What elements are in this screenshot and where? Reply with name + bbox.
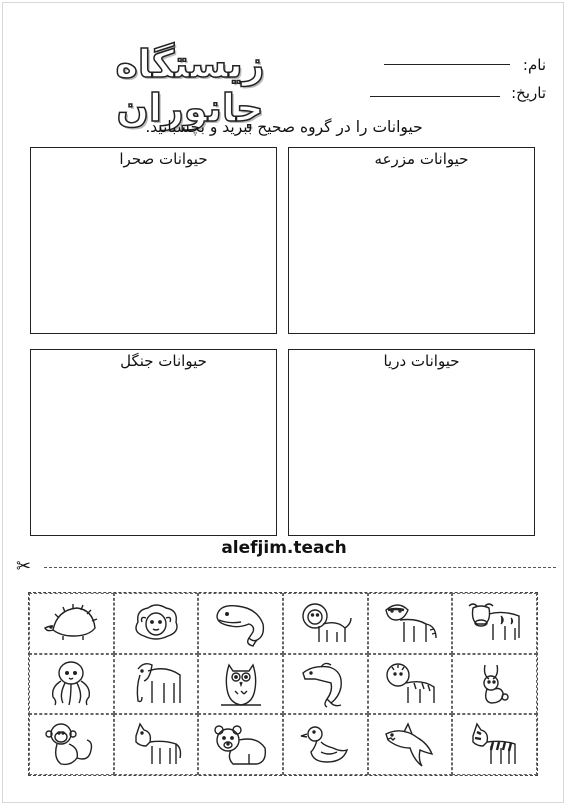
cutout-cell[interactable]: [114, 654, 199, 715]
dolphin-icon: [293, 657, 357, 711]
watermark: alefjim.teach: [221, 538, 347, 558]
cutout-cell[interactable]: [283, 654, 368, 715]
cutout-grid: [28, 592, 538, 776]
farm-habitat-title: حیوانات مزرعه: [374, 150, 469, 168]
date-field: [346, 84, 546, 106]
name-line[interactable]: [384, 64, 510, 65]
sea-habitat-title: حیوانات دریا: [383, 352, 460, 370]
cut-line: [44, 567, 556, 568]
farm-habitat-box: [288, 147, 535, 334]
sheep-icon: [124, 596, 188, 650]
whale-icon: [209, 596, 273, 650]
cutout-cell[interactable]: [452, 593, 537, 654]
cutout-cell[interactable]: [452, 714, 537, 775]
jungle-habitat-box: [30, 349, 277, 536]
sea-habitat-box: [288, 349, 535, 536]
cutout-cell[interactable]: [198, 593, 283, 654]
desert-habitat-title: حیوانات صحرا: [119, 150, 208, 168]
monkey-icon: [39, 718, 103, 772]
cutout-cell[interactable]: [283, 714, 368, 775]
cutout-cell[interactable]: [368, 654, 453, 715]
jungle-habitat-title: حیوانات جنگل: [120, 352, 207, 370]
owl-icon: [209, 657, 273, 711]
cutout-cell[interactable]: [198, 714, 283, 775]
cow-icon: [463, 596, 527, 650]
hedgehog-icon: [39, 596, 103, 650]
cutout-cell[interactable]: [114, 593, 199, 654]
cutout-cell[interactable]: [452, 654, 537, 715]
instruction-text: حیوانات را در گروه صحیح ببرید و بچسبانید.: [145, 118, 423, 136]
duck-icon: [293, 718, 357, 772]
rabbit-icon: [463, 657, 527, 711]
cutout-cell[interactable]: [368, 714, 453, 775]
bear-icon: [209, 718, 273, 772]
horse-icon: [124, 718, 188, 772]
raccoon-icon: [378, 596, 442, 650]
cutout-cell[interactable]: [198, 654, 283, 715]
cutout-cell[interactable]: [283, 593, 368, 654]
zebra-icon: [463, 718, 527, 772]
cutout-cell[interactable]: [114, 714, 199, 775]
worksheet-title: زیستگاه جانوران: [115, 42, 265, 130]
elephant-icon: [124, 657, 188, 711]
cutout-cell[interactable]: [368, 593, 453, 654]
date-label: تاریخ:: [511, 84, 546, 102]
name-field: [346, 56, 546, 78]
octopus-icon: [39, 657, 103, 711]
date-line[interactable]: [370, 96, 500, 97]
tiger-icon: [378, 657, 442, 711]
cutout-cell[interactable]: [29, 654, 114, 715]
shark-icon: [378, 718, 442, 772]
cutout-cell[interactable]: [29, 593, 114, 654]
cutout-cell[interactable]: [29, 714, 114, 775]
scissors-icon: ✂: [16, 556, 32, 577]
desert-habitat-box: [30, 147, 277, 334]
lion-icon: [293, 596, 357, 650]
name-label: نام:: [522, 56, 546, 74]
